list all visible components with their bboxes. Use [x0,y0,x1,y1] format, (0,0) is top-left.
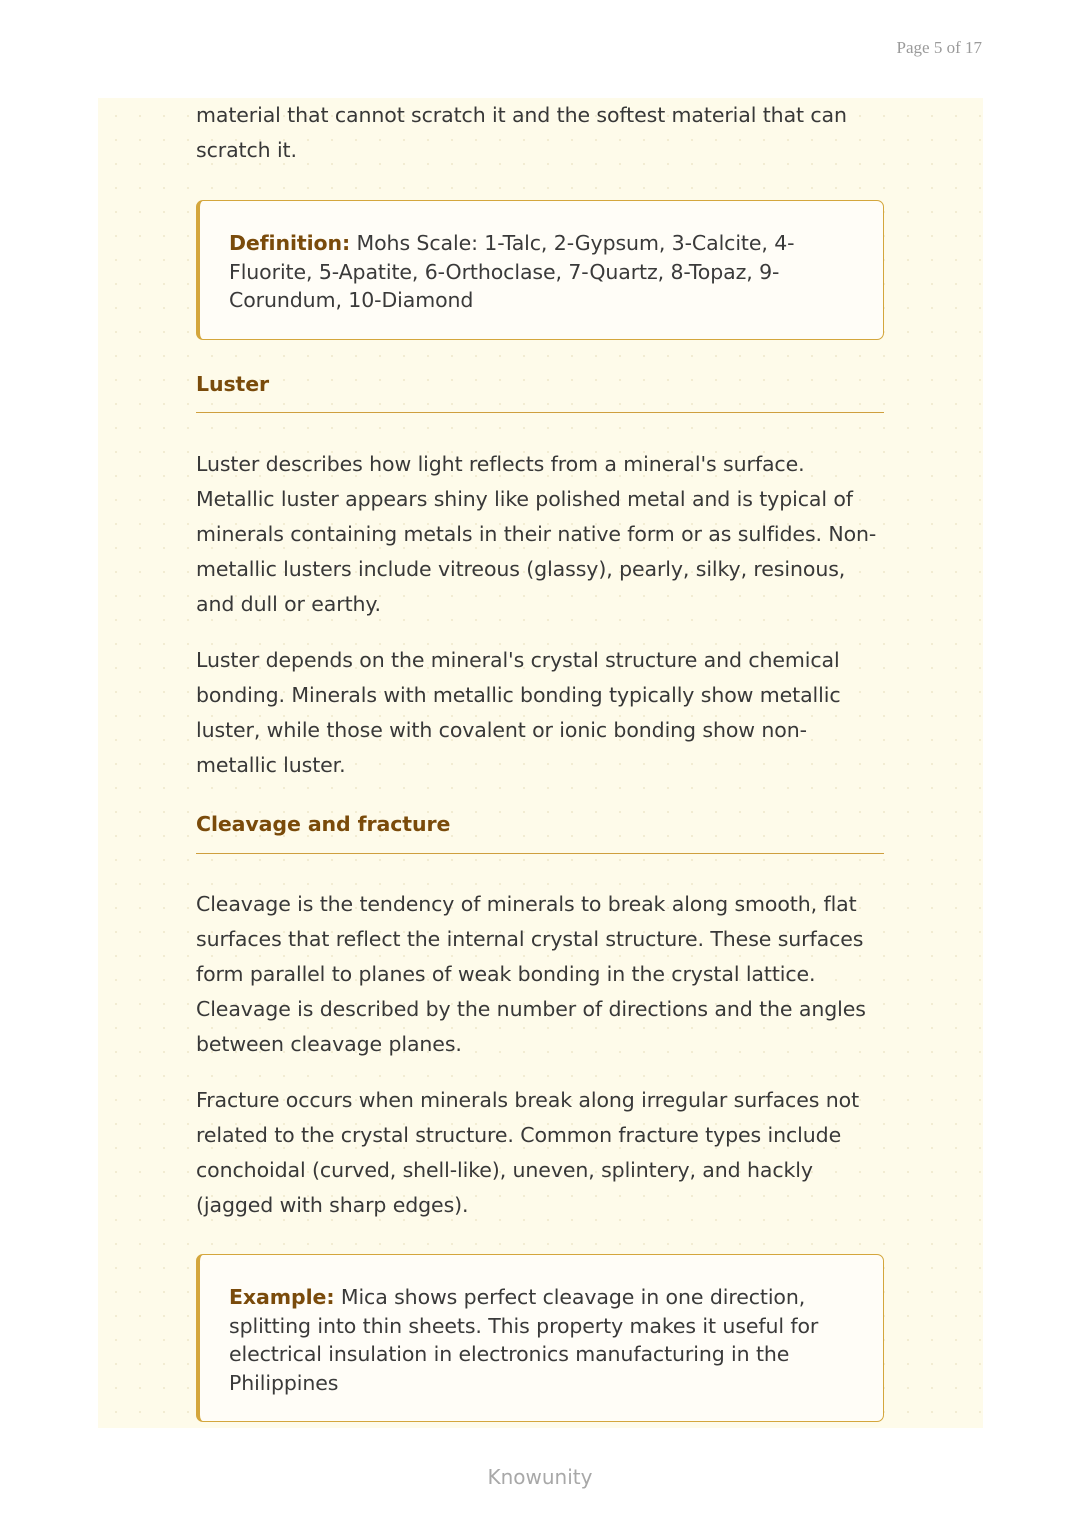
definition-callout [196,200,884,340]
paragraph: Fracture occurs when minerals break along irregular surfaces not related to the crystal structure. Common fracture types include conchoidal (curved, shell-like), uneven, splintery, and hackly (jagged with sharp edges). [196,1088,860,1217]
definition-label: Definition: [229,231,351,255]
example-body: Mica shows perfect cleavage in one direction, splitting into thin sheets. This property makes it useful for electrical insulation in electronics manufacturing in the Philippines [229,1285,819,1395]
heading-luster: Luster [196,372,270,396]
paragraph: Luster depends on the mineral's crystal structure and chemical bonding. Minerals with metallic bonding typically show metallic luster, while those with covalent or ionic bonding show non-metallic luster. [196,648,841,777]
section-heading-luster [196,372,884,413]
section-heading-cleavage [196,812,884,854]
intro-continuation [196,98,884,168]
luster-paragraph-1 [196,447,884,622]
page-number: Page 5 of 17 [896,38,982,57]
paragraph: Luster describes how light reflects from a mineral's surface. Metallic luster appears shiny like polished metal and is typical of minerals containing metals in their native form or as sulfides. Non-metallic lusters include vitreous (glassy), pearly, silky, resinous, and dull or earthy. [196,452,877,616]
footer-brand: Knowunity [487,1465,593,1489]
heading-cleavage-fracture: Cleavage and fracture [196,812,451,836]
paragraph: Cleavage is the tendency of minerals to break along smooth, flat surfaces that reflect the internal crystal structure. These surfaces form parallel to planes of weak bonding in the crystal lattice. Cleavage is described by the number of directions and the angles between cleavage planes. [196,892,866,1056]
cleavage-paragraph-2 [196,1083,884,1223]
cleavage-paragraph-1 [196,887,884,1062]
example-text [229,1283,853,1397]
page-sheet [98,98,983,1428]
intro-paragraph: material that cannot scratch it and the softest material that can scratch it. [196,103,847,162]
example-label: Example: [229,1285,335,1309]
definition-body: Mohs Scale: 1-Talc, 2-Gypsum, 3-Calcite, 4-Fluorite, 5-Apatite, 6-Orthoclase, 7-Quartz, 8-Topaz, 9-Corundum, 10-Diamond [229,231,795,312]
example-callout [196,1254,884,1422]
luster-paragraph-2 [196,643,884,783]
definition-text [229,229,853,315]
